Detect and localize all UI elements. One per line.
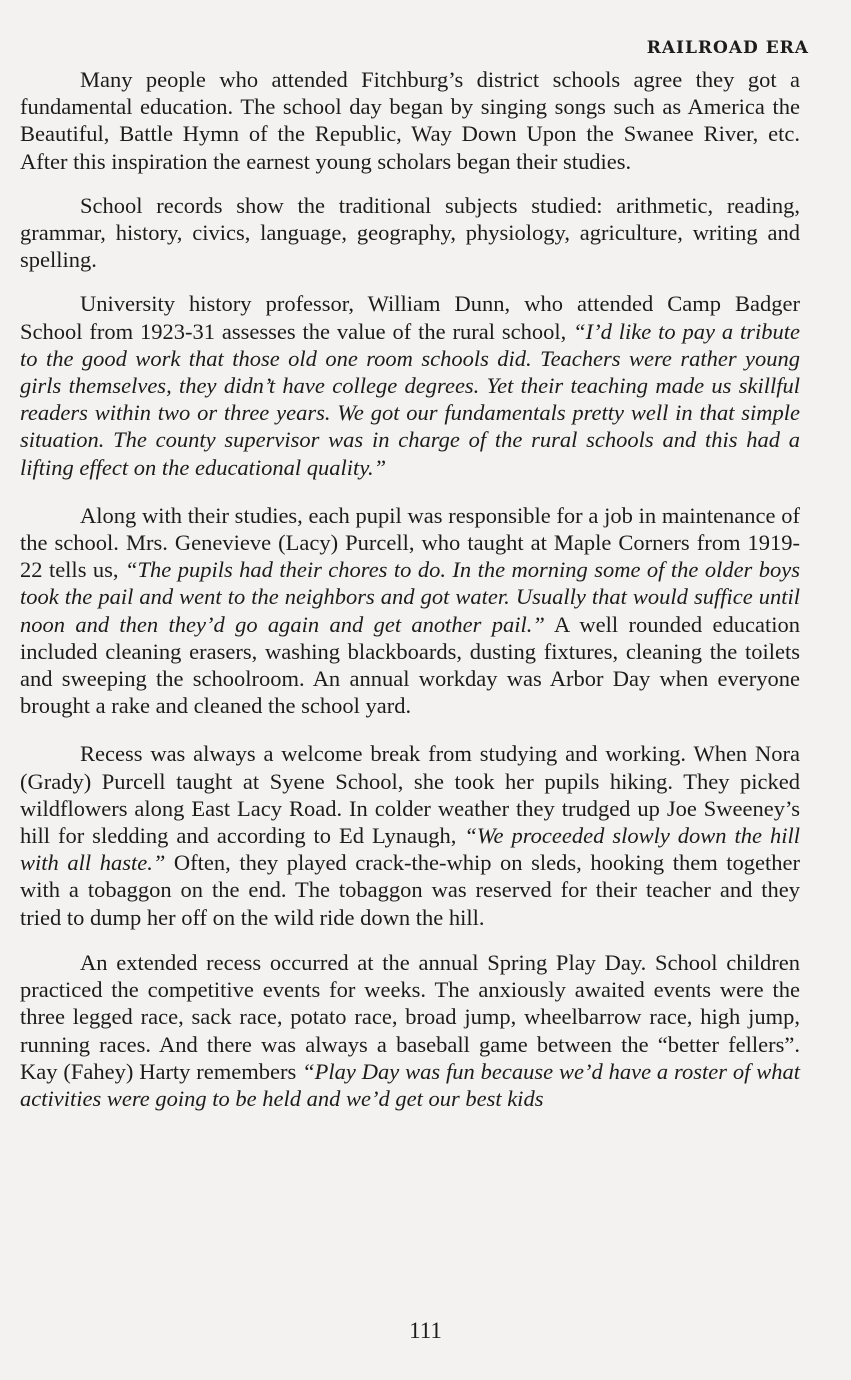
paragraph	[20, 192, 800, 274]
paragraph	[20, 290, 800, 480]
quotation: “I’d like to pay a tribute to the good work that those old one room schools did. Teachers were rather young girls themselves, they didn’t have college degrees. Yet their teaching made us skillful readers within two or three years. We got our fundamentals pretty well in that simple situation. The county supervisor was in charge of the rural schools and this had a lifting effect on the educational quality.”	[20, 318, 800, 480]
running-head: RAILROAD ERA	[646, 38, 809, 58]
paragraph-text: Often, they played crack-the-whip on sleds, hooking them together with a tobaggon on the end. The tobaggon was reserved for their teacher and they tried to dump her off on the wild ride down the hill.	[20, 850, 801, 930]
paragraph	[20, 949, 800, 1112]
paragraph-text: School records show the traditional subjects studied: arithmetic, reading, grammar, history, civics, language, geography, physiology, agriculture, writing and spelling.	[20, 192, 800, 273]
paragraph-text: Along with their studies, each pupil was responsible for a job in maintenance of the school. Mrs. Genevieve (Lacy) Purcell, who taught at Maple Corners from 1919-22 tells us,	[20, 502, 800, 583]
paragraph-text: Many people who attended Fitchburg’s district schools agree they got a fundamental education. The school day began by singing songs such as America the Beautiful, Battle Hymn of the Republic, Way Down Upon the Swanee River, etc. After this inspiration the earnest young scholars began their studies.	[20, 67, 800, 174]
quotation: “Play Day was fun because we’d have a roster of what activities were going to be held and we’d get our best kids	[20, 1058, 800, 1111]
quotation: “We proceeded slowly down the hill with all haste.”	[20, 823, 800, 876]
paragraph	[20, 502, 800, 720]
paragraph-text: University history professor, William Dunn, who attended Camp Badger School from 1923-31 assesses the value of the rural school,	[20, 291, 800, 344]
paragraph-text: An extended recess occurred at the annual Spring Play Day. School children practiced the competitive events for weeks. The anxiously awaited events were the three legged race, sack race, potato race, broad jump, wheelbarrow race, high jump, running races. And there was always a baseball game between the “better fellers”. Kay (Fahey) Harty remembers	[20, 949, 800, 1084]
paragraph-text: Recess was always a welcome break from studying and working. When Nora (Grady) Purcell taught at Syene School, she took her pupils hiking. They picked wildflowers along East Lacy Road. In colder weather they trudged up Joe Sweeney’s hill for sledding and according to Ed Lynaugh,	[20, 741, 800, 849]
paragraph-text: A well rounded education included cleaning erasers, washing blackboards, dusting fixtures, cleaning the toilets and sweeping the schoolroom. An annual workday was Arbor Day when everyone brought a rake and cleaned the school yard.	[20, 611, 800, 719]
page-number: 111	[409, 1318, 442, 1343]
paragraph	[20, 66, 800, 175]
body-text	[20, 66, 800, 1129]
quotation: “The pupils had their chores to do. In the morning some of the older boys took the pail and went to the neighbors and got water. Usually that would suffice until noon and then they’d go again and get another pail.”	[20, 557, 800, 637]
paragraph	[20, 740, 800, 930]
